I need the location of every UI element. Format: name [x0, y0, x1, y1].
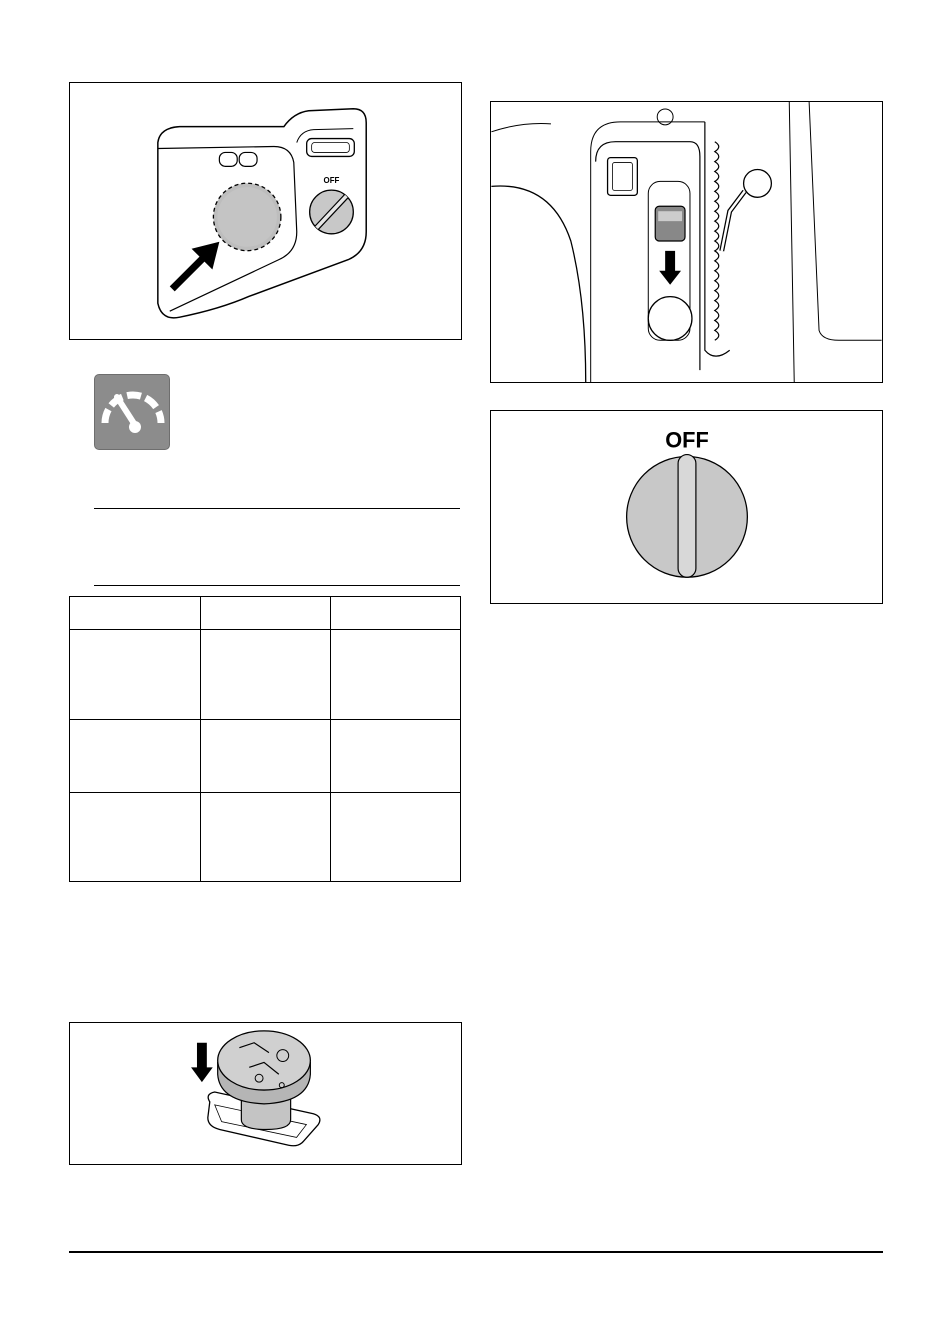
figure-throttle-panel [69, 82, 462, 340]
lever-area-illustration [491, 102, 882, 382]
table-row [70, 597, 461, 630]
table-cell [201, 720, 331, 793]
table-cell [70, 793, 201, 882]
figure-lever-area [490, 101, 883, 383]
spec-table [69, 596, 461, 882]
table-cell [331, 597, 461, 630]
off-label: OFF [665, 427, 709, 453]
figure-off-knob [490, 410, 883, 604]
panel-off-label: OFF [323, 176, 340, 186]
table-cell [70, 630, 201, 720]
table-row [70, 793, 461, 882]
speedometer-icon [94, 374, 170, 450]
table-cell [331, 630, 461, 720]
note-top-rule [94, 508, 460, 509]
off-knob-illustration [491, 411, 882, 603]
footer-rule [69, 1251, 883, 1253]
table-cell [70, 720, 201, 793]
table-cell [201, 793, 331, 882]
table-cell [201, 630, 331, 720]
pto-button-illustration [70, 1023, 461, 1164]
table-row [70, 630, 461, 720]
note-bottom-rule [94, 585, 460, 586]
table-cell [331, 720, 461, 793]
down-arrow-icon [191, 1043, 213, 1082]
throttle-panel-illustration [70, 83, 461, 339]
figure-pto-button [69, 1022, 462, 1165]
table-cell [70, 597, 201, 630]
table-cell [331, 793, 461, 882]
table-row [70, 720, 461, 793]
down-arrow-icon [659, 251, 681, 285]
table-cell [201, 597, 331, 630]
